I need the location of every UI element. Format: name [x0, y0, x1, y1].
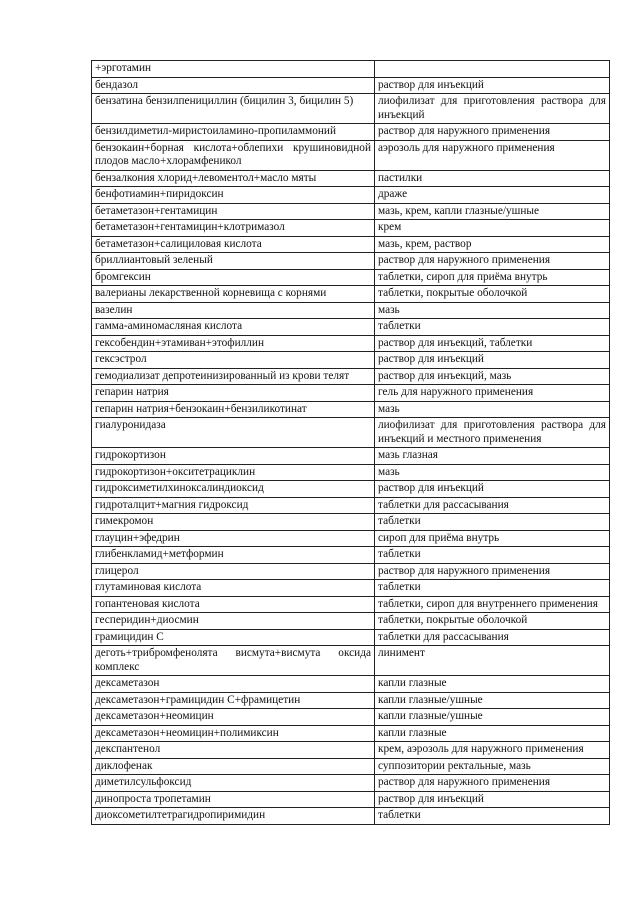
table-row — [92, 448, 610, 465]
table-row — [92, 580, 610, 597]
substance-cell: гиалуронидаза — [92, 418, 375, 448]
dosage-form-cell: капли глазные — [375, 725, 610, 742]
table-row — [92, 61, 610, 78]
substance-cell: гесперидин+диосмин — [92, 613, 375, 630]
substance-cell: бензатина бензилпенициллин (бицилин 3, бицилин 5) — [92, 94, 375, 124]
dosage-form-cell: пастилки — [375, 170, 610, 187]
dosage-form-cell: таблетки, покрытые оболочкой — [375, 286, 610, 303]
substance-cell: гемодиализат депротеинизированный из крови телят — [92, 368, 375, 385]
substance-cell: бензокаин+борная кислота+облепихи крушиновидной плодов масло+хлорамфеникол — [92, 140, 375, 170]
substance-cell: деготь+трибромфенолята висмута+висмута оксида комплекс — [92, 646, 375, 676]
substance-cell: грамицидин С — [92, 629, 375, 646]
table-row — [92, 547, 610, 564]
substance-cell: диклофенак — [92, 758, 375, 775]
table-row — [92, 335, 610, 352]
table-row — [92, 676, 610, 693]
dosage-form-cell: крем — [375, 220, 610, 237]
substance-cell: гексэстрол — [92, 352, 375, 369]
table-row — [92, 352, 610, 369]
dosage-form-cell: мазь, крем, раствор — [375, 236, 610, 253]
dosage-form-cell: драже — [375, 187, 610, 204]
dosage-form-cell: мазь, крем, капли глазные/ушные — [375, 203, 610, 220]
table-row — [92, 808, 610, 825]
substance-cell: гидроксиметилхиноксалиндиоксид — [92, 481, 375, 498]
table-row — [92, 77, 610, 94]
substance-cell: дексаметазон+неомицин — [92, 709, 375, 726]
dosage-form-cell: раствор для инъекций — [375, 481, 610, 498]
dosage-form-cell — [375, 61, 610, 78]
dosage-form-cell: раствор для инъекций — [375, 352, 610, 369]
table-row — [92, 514, 610, 531]
table-row — [92, 775, 610, 792]
table-row — [92, 385, 610, 402]
substance-cell: бенфотиамин+пиридоксин — [92, 187, 375, 204]
substance-cell: гидроталцит+магния гидроксид — [92, 497, 375, 514]
table-row — [92, 596, 610, 613]
table-row — [92, 94, 610, 124]
substance-cell: гидрокортизон — [92, 448, 375, 465]
dosage-form-cell: таблетки, покрытые оболочкой — [375, 613, 610, 630]
table-row — [92, 302, 610, 319]
drug-table — [91, 60, 610, 825]
dosage-form-cell: мазь — [375, 464, 610, 481]
dosage-form-cell: суппозитории ректальные, мазь — [375, 758, 610, 775]
dosage-form-cell: крем, аэрозоль для наружного применения — [375, 742, 610, 759]
dosage-form-cell: раствор для инъекций — [375, 77, 610, 94]
drug-table-body — [92, 61, 610, 825]
table-row — [92, 646, 610, 676]
substance-cell: глауцин+эфедрин — [92, 530, 375, 547]
table-row — [92, 236, 610, 253]
dosage-form-cell: таблетки — [375, 514, 610, 531]
substance-cell: бетаметазон+гентамицин+клотримазол — [92, 220, 375, 237]
substance-cell: диоксометилтетрагидропиримидин — [92, 808, 375, 825]
substance-cell: гексобендин+этамиван+этофиллин — [92, 335, 375, 352]
substance-cell: бетаметазон+гентамицин — [92, 203, 375, 220]
dosage-form-cell: таблетки — [375, 808, 610, 825]
dosage-form-cell: лиофилизат для приготовления раствора для инъекций и местного применения — [375, 418, 610, 448]
substance-cell: бромгексин — [92, 269, 375, 286]
substance-cell: гепарин натрия — [92, 385, 375, 402]
dosage-form-cell: таблетки — [375, 580, 610, 597]
dosage-form-cell: сироп для приёма внутрь — [375, 530, 610, 547]
table-row — [92, 253, 610, 270]
table-row — [92, 725, 610, 742]
table-row — [92, 497, 610, 514]
table-row — [92, 319, 610, 336]
dosage-form-cell: раствор для инъекций, таблетки — [375, 335, 610, 352]
table-row — [92, 791, 610, 808]
substance-cell: гидрокортизон+окситетрациклин — [92, 464, 375, 481]
substance-cell: гимекромон — [92, 514, 375, 531]
table-row — [92, 401, 610, 418]
dosage-form-cell: раствор для инъекций, мазь — [375, 368, 610, 385]
table-row — [92, 758, 610, 775]
substance-cell: гопантеновая кислота — [92, 596, 375, 613]
substance-cell: диметилсульфоксид — [92, 775, 375, 792]
substance-cell: глибенкламид+метформин — [92, 547, 375, 564]
dosage-form-cell: раствор для наружного применения — [375, 775, 610, 792]
substance-cell: гамма-аминомасляная кислота — [92, 319, 375, 336]
substance-cell: бетаметазон+салициловая кислота — [92, 236, 375, 253]
dosage-form-cell: мазь — [375, 401, 610, 418]
table-row — [92, 286, 610, 303]
substance-cell: валерианы лекарственной корневища с корнями — [92, 286, 375, 303]
dosage-form-cell: таблетки для рассасывания — [375, 497, 610, 514]
dosage-form-cell: мазь — [375, 302, 610, 319]
substance-cell: декспантенол — [92, 742, 375, 759]
substance-cell: бендазол — [92, 77, 375, 94]
substance-cell: дексаметазон+грамицидин С+фрамицетин — [92, 692, 375, 709]
dosage-form-cell: таблетки — [375, 547, 610, 564]
table-row — [92, 203, 610, 220]
dosage-form-cell: капли глазные/ушные — [375, 692, 610, 709]
table-row — [92, 124, 610, 141]
table-row — [92, 481, 610, 498]
dosage-form-cell: таблетки, сироп для приёма внутрь — [375, 269, 610, 286]
dosage-form-cell: таблетки, сироп для внутреннего применения — [375, 596, 610, 613]
table-row — [92, 613, 610, 630]
dosage-form-cell: таблетки — [375, 319, 610, 336]
dosage-form-cell: линимент — [375, 646, 610, 676]
substance-cell: глицерол — [92, 563, 375, 580]
table-row — [92, 170, 610, 187]
substance-cell: динопроста тропетамин — [92, 791, 375, 808]
substance-cell: гепарин натрия+бензокаин+бензиликотинат — [92, 401, 375, 418]
table-row — [92, 692, 610, 709]
dosage-form-cell: лиофилизат для приготовления раствора для инъекций — [375, 94, 610, 124]
dosage-form-cell: мазь глазная — [375, 448, 610, 465]
substance-cell: бензилдиметил-миристоиламино-пропиламмоний — [92, 124, 375, 141]
dosage-form-cell: гель для наружного применения — [375, 385, 610, 402]
table-row — [92, 269, 610, 286]
dosage-form-cell: раствор для наружного применения — [375, 563, 610, 580]
table-row — [92, 530, 610, 547]
dosage-form-cell: капли глазные/ушные — [375, 709, 610, 726]
substance-cell: дексаметазон — [92, 676, 375, 693]
substance-cell: бензалкония хлорид+левоментол+масло мяты — [92, 170, 375, 187]
table-row — [92, 709, 610, 726]
substance-cell: +эрготамин — [92, 61, 375, 78]
substance-cell: вазелин — [92, 302, 375, 319]
table-row — [92, 629, 610, 646]
table-row — [92, 187, 610, 204]
dosage-form-cell: капли глазные — [375, 676, 610, 693]
table-row — [92, 464, 610, 481]
substance-cell: глутаминовая кислота — [92, 580, 375, 597]
substance-cell: бриллиантовый зеленый — [92, 253, 375, 270]
substance-cell: дексаметазон+неомицин+полимиксин — [92, 725, 375, 742]
dosage-form-cell: раствор для инъекций — [375, 791, 610, 808]
table-row — [92, 563, 610, 580]
table-row — [92, 742, 610, 759]
table-row — [92, 368, 610, 385]
dosage-form-cell: таблетки для рассасывания — [375, 629, 610, 646]
dosage-form-cell: раствор для наружного применения — [375, 124, 610, 141]
table-row — [92, 418, 610, 448]
table-row — [92, 220, 610, 237]
table-row — [92, 140, 610, 170]
dosage-form-cell: раствор для наружного применения — [375, 253, 610, 270]
dosage-form-cell: аэрозоль для наружного применения — [375, 140, 610, 170]
